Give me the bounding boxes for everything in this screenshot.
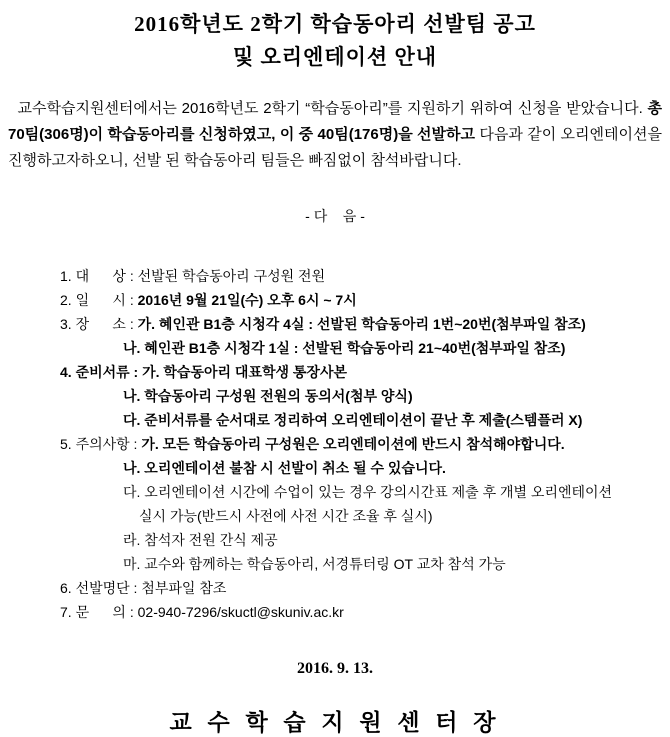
item-label: 1. 대 상 : [60, 268, 138, 284]
item-text: 02-940-7296/skuctl@skuniv.ac.kr [137, 604, 344, 620]
list-item-documents-a [60, 360, 670, 384]
list-item-selected-list [60, 576, 670, 600]
item-label: 5. 주의사항 : [60, 436, 142, 452]
intro-paragraph [8, 96, 667, 174]
item-text: 나. 학습동아리 구성원 전원의 동의서(첨부 양식) [123, 388, 413, 404]
notice-document [0, 8, 670, 735]
list-item-documents-b [60, 384, 670, 408]
intro-text-bold: 총 70팀(306명)이 학습동아리를 신청하였고, 이 중 40팀(176명)을 선발하고 [8, 100, 667, 143]
title-line-1: 2016학년도 2학기 학습동아리 선발팀 공고 [134, 12, 536, 36]
list-item-datetime [60, 288, 670, 312]
item-text: 다. 준비서류를 순서대로 정리하여 오리엔테이션이 끝난 후 제출(스템플러 X) [123, 412, 583, 428]
item-text: 마. 교수와 함께하는 학습동아리, 서경튜터링 OT 교차 참석 가능 [123, 556, 506, 572]
intro-text-regular-1: 교수학습지원센터에서는 2016학년도 2학기 “학습동아리”를 지원하기 위하여 신청을 받았습니다. [8, 100, 648, 117]
item-label: 6. 선발명단 : [60, 580, 142, 596]
list-item-target [60, 264, 670, 288]
item-text: 라. 참석자 전원 간식 제공 [123, 532, 278, 548]
item-label: 3. 장 소 : [60, 316, 138, 332]
list-item-caution-b [60, 456, 670, 480]
item-text: 다. 오리엔테이션 시간에 수업이 있는 경우 강의시간표 제출 후 개별 오리엔테이션 [123, 484, 613, 500]
list-item-place-a [60, 312, 670, 336]
item-label: 7. 문 의 : [60, 604, 138, 620]
section-divider-daum: - 다 음 - [305, 208, 365, 224]
notice-date: 2016. 9. 13. [297, 660, 373, 677]
item-label: 2. 일 시 : [60, 292, 138, 308]
list-item-caution-e [60, 552, 670, 576]
list-item-contact [60, 600, 670, 624]
item-text: 실시 가능(반드시 사전에 사전 시간 조율 후 실시) [139, 508, 433, 524]
signature-center-director: 교 수 학 습 지 원 센 터 장 [169, 710, 501, 735]
item-text: 가. 모든 학습동아리 구성원은 오리엔테이션에 반드시 참석해야합니다. [141, 436, 565, 452]
item-text: 2016년 9월 21일(수) 오후 6시 ~ 7시 [137, 292, 357, 308]
item-text: 가. 학습동아리 대표학생 통장사본 [142, 364, 348, 380]
item-text: 가. 혜인관 B1층 시청각 4실 : 선발된 학습동아리 1번~20번(첨부파일 참조) [137, 316, 586, 332]
list-item-caution-a [60, 432, 670, 456]
item-label: 4. 준비서류 : [60, 364, 143, 380]
list-item-place-b [60, 336, 670, 360]
list-item-caution-d [60, 528, 670, 552]
item-text: 선발된 학습동아리 구성원 전원 [137, 268, 326, 284]
list-item-caution-c [60, 480, 670, 504]
notice-item-list [0, 264, 670, 624]
list-item-documents-c [60, 408, 670, 432]
intro-text-regular-2: 다음과 같이 오리엔테이션을 진행하고자하오니, 선발 된 학습동아리 팀들은 빠짐없이 참석바랍니다. [8, 126, 667, 169]
item-text: 나. 오리엔테이션 불참 시 선발이 취소 될 수 있습니다. [123, 460, 446, 476]
item-text: 첨부파일 참조 [141, 580, 227, 596]
item-text: 나. 혜인관 B1층 시청각 1실 : 선발된 학습동아리 21~40번(첨부파일 참조) [123, 340, 566, 356]
document-title [0, 8, 670, 74]
title-line-2: 및 오리엔테이션 안내 [232, 45, 438, 69]
list-item-caution-c-cont [60, 504, 670, 528]
